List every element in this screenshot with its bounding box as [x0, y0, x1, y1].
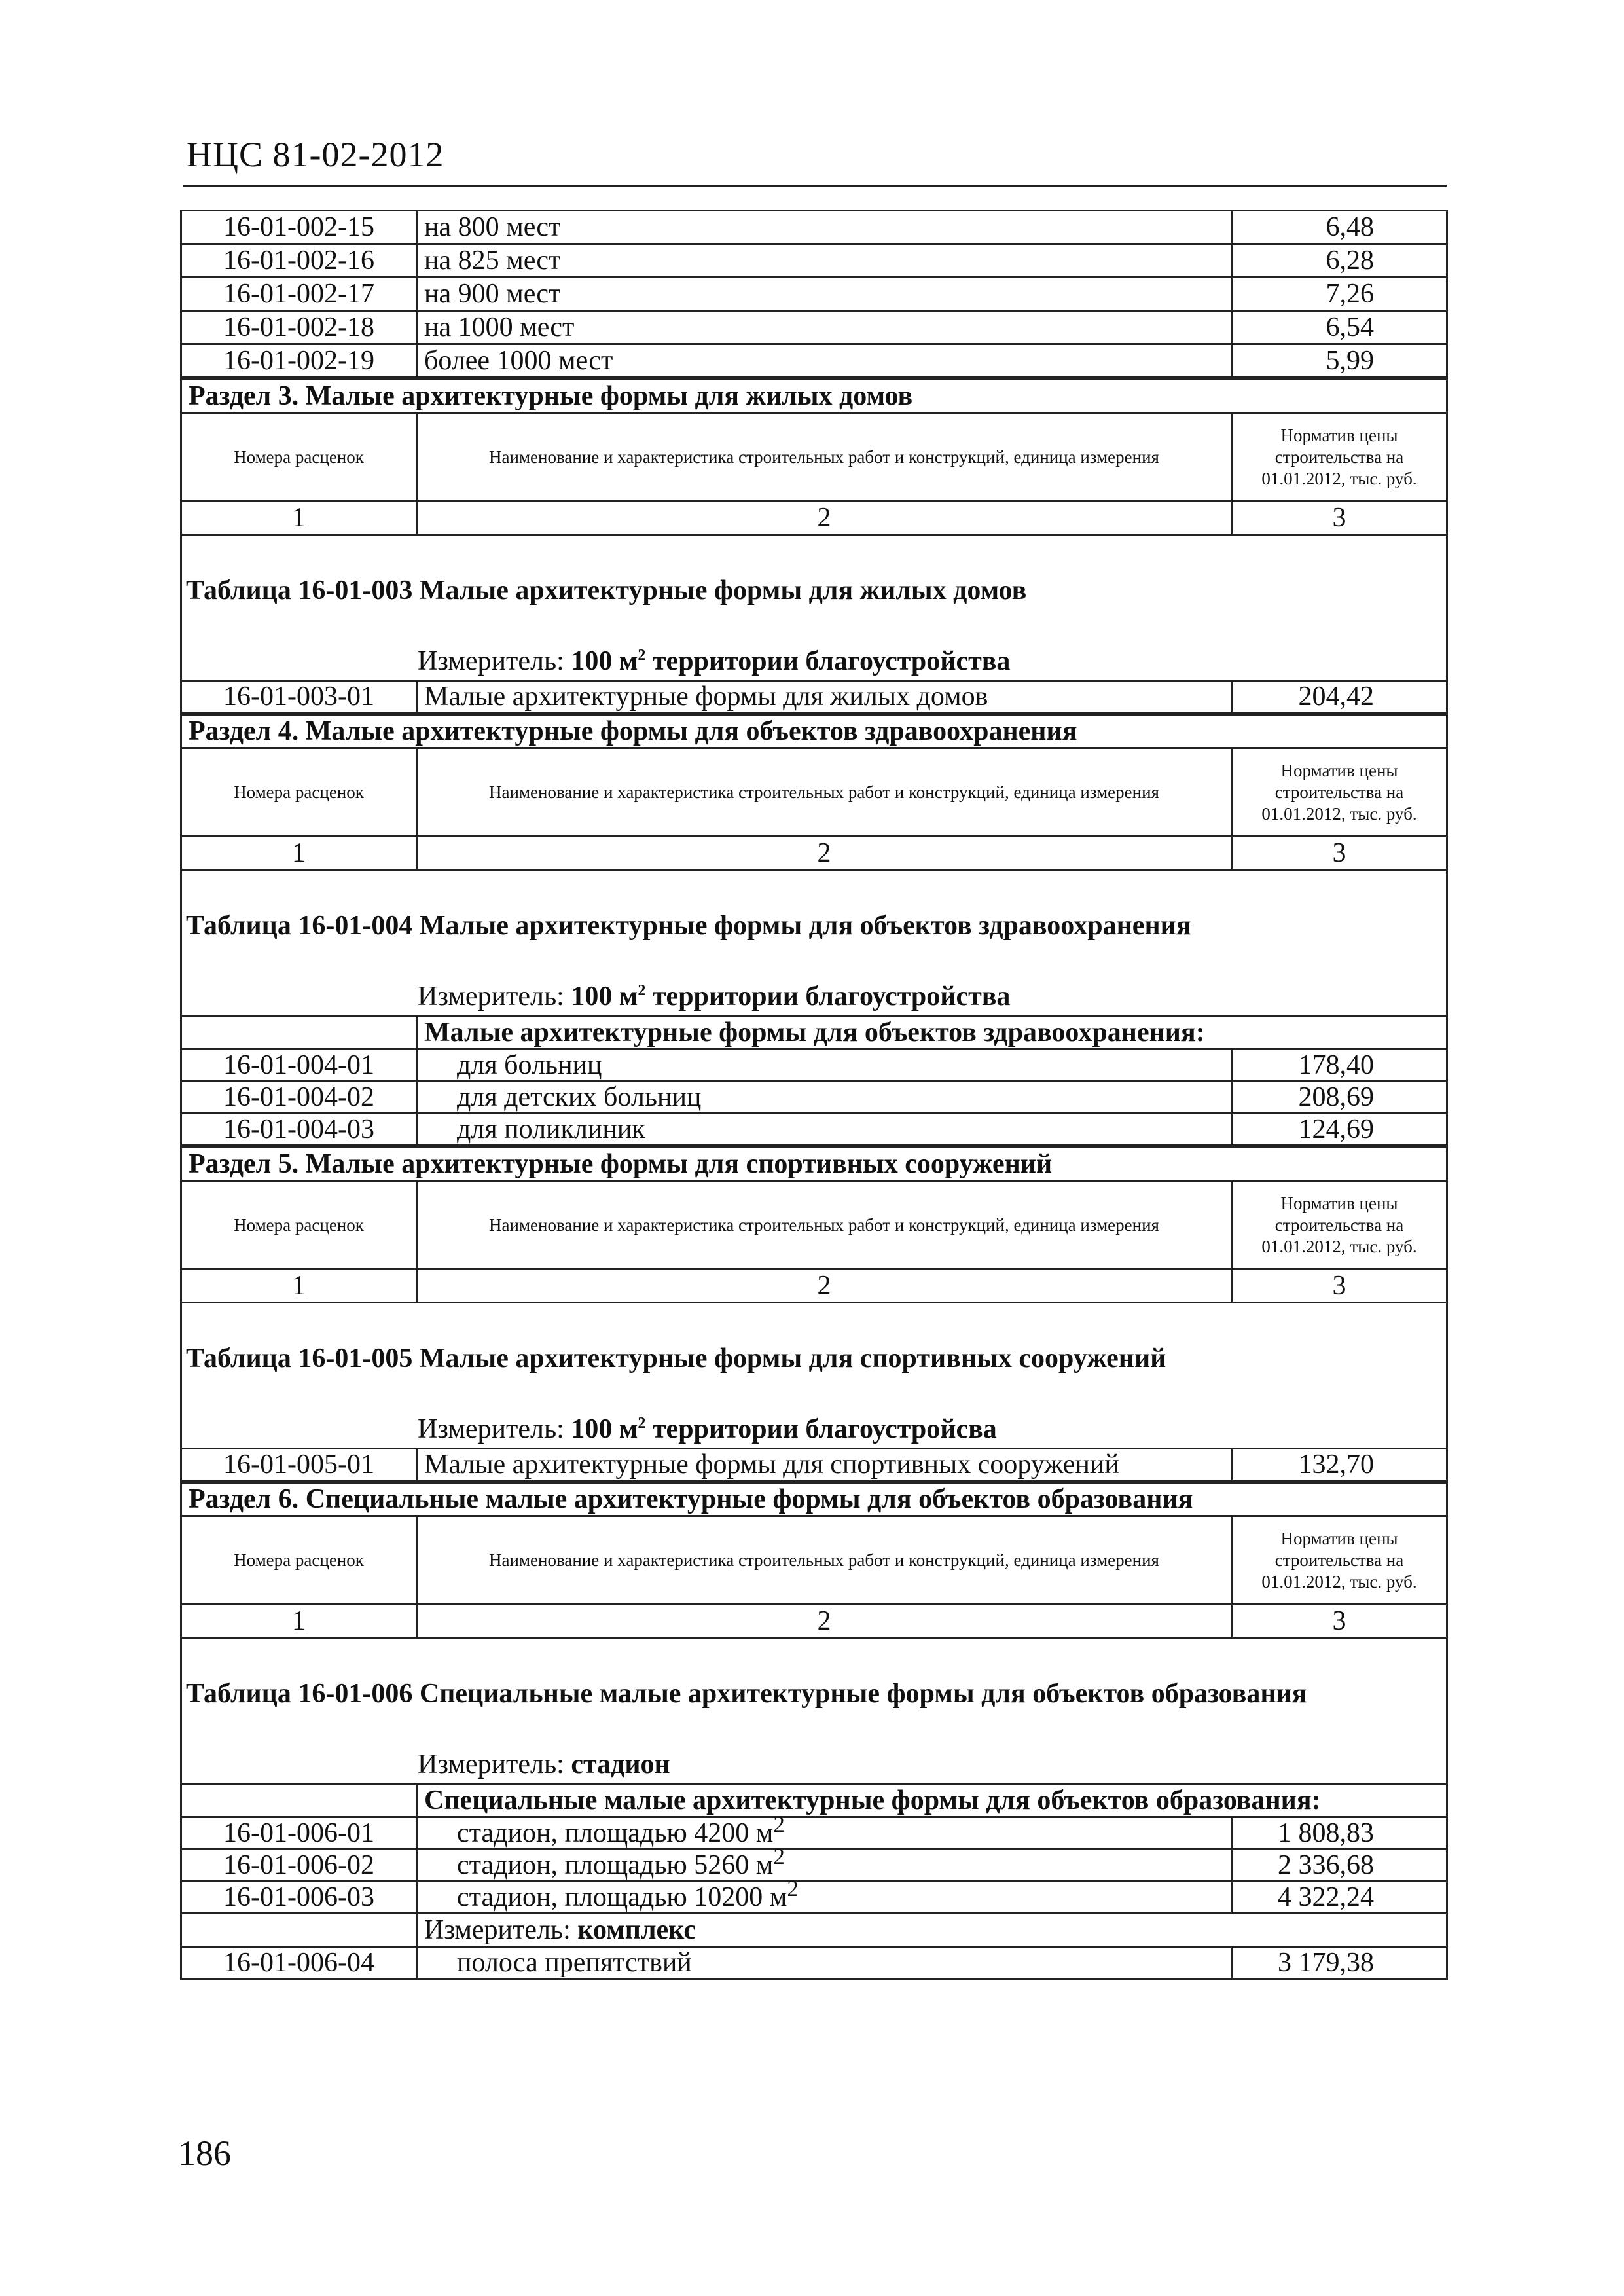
rate-name: стадион, площадью 5260 $м^2$ [417, 1850, 1232, 1882]
table-heading-block [181, 1638, 1447, 1784]
section-table [180, 714, 1448, 1146]
section-table [180, 1146, 1448, 1482]
table-title: Таблица 16-01-006 Специальные малые архитектурные формы для объектов образования [186, 1679, 1307, 1709]
section-title: Раздел 4. Малые архитектурные формы для объектов здравоохранения [181, 715, 1447, 748]
column-number: 3 [1232, 837, 1447, 870]
column-header-name: Наименование и характеристика строительных работ и конструкций, единица измерения [417, 1516, 1232, 1605]
section-title: Раздел 6. Специальные малые архитектурные формы для объектов образования [181, 1483, 1447, 1516]
rate-name: более 1000 мест [417, 344, 1232, 378]
rate-name: Малые архитектурные формы для жилых домов [417, 681, 1232, 713]
rate-value: 4 322,24 [1232, 1882, 1447, 1914]
column-header-name: Наименование и характеристика строительных работ и конструкций, единица измерения [417, 1181, 1232, 1269]
unit-line [182, 941, 1446, 1012]
unit-label: Измеритель: [418, 1414, 571, 1444]
column-header-price: Норматив цены строительства на 01.01.2012, тыс. руб. [1232, 413, 1447, 501]
rate-value: 204,42 [1232, 681, 1447, 713]
group-subheading: Малые архитектурные формы для объектов здравоохранения: [417, 1016, 1447, 1049]
rate-code: 16-01-006-04 [181, 1947, 417, 1979]
column-number: 2 [417, 1269, 1232, 1303]
rate-name: полоса препятствий [417, 1947, 1232, 1979]
rate-code: 16-01-005-01 [181, 1449, 417, 1481]
rate-name: для детских больниц [417, 1082, 1232, 1114]
unit-line [182, 606, 1446, 677]
rate-value: 1 808,83 [1232, 1817, 1447, 1850]
table-title: Таблица 16-01-003 Малые архитектурные формы для жилых домов [186, 575, 1027, 606]
column-header-price: Норматив цены строительства на 01.01.2012, тыс. руб. [1232, 1516, 1447, 1605]
rate-value: 132,70 [1232, 1449, 1447, 1481]
rate-code: 16-01-002-16 [181, 244, 417, 278]
rate-code: 16-01-006-02 [181, 1850, 417, 1882]
rate-code: 16-01-006-01 [181, 1817, 417, 1850]
column-number: 2 [417, 837, 1232, 870]
rate-name: Малые архитектурные формы для спортивных сооружений [417, 1449, 1232, 1481]
column-number-row [181, 1605, 1447, 1638]
table-row [181, 1049, 1447, 1082]
column-header-row [181, 1181, 1447, 1269]
table-row [181, 1817, 1447, 1850]
column-header-row [181, 1516, 1447, 1605]
column-header-name: Наименование и характеристика строительных работ и конструкций, единица измерения [417, 748, 1232, 837]
column-header-codes: Номера расценок [181, 1181, 417, 1269]
continuation-table [180, 210, 1448, 378]
rate-code: 16-01-002-18 [181, 311, 417, 344]
rate-value: 6,28 [1232, 244, 1447, 278]
rate-value: 178,40 [1232, 1049, 1447, 1082]
rate-name: на 1000 мест [417, 311, 1232, 344]
column-number: 2 [417, 1605, 1232, 1638]
table-row [181, 1449, 1447, 1481]
table-row [181, 211, 1447, 244]
table-row [181, 681, 1447, 713]
unit-value: 100 $м^2$ территории благоустройства [571, 981, 1011, 1011]
unit-line-2: Измеритель: комплекс [417, 1914, 1447, 1947]
rate-name: для поликлиник [417, 1114, 1232, 1146]
column-number: 1 [181, 1605, 417, 1638]
column-number-row [181, 501, 1447, 535]
column-number-row [181, 837, 1447, 870]
header-rule [183, 185, 1447, 187]
document-header: НЦС 81-02-2012 [187, 135, 444, 174]
table-row [181, 1082, 1447, 1114]
table-row [181, 1114, 1447, 1146]
column-number: 2 [417, 501, 1232, 535]
table-title: Таблица 16-01-004 Малые архитектурные формы для объектов здравоохранения [186, 911, 1191, 941]
rate-value: 6,48 [1232, 211, 1447, 244]
unit-label: Измеритель: [418, 646, 571, 676]
rate-value: 5,99 [1232, 344, 1447, 378]
table-row [181, 344, 1447, 378]
unit-line [182, 1709, 1446, 1780]
table-heading-block [181, 870, 1447, 1016]
column-header-codes: Номера расценок [181, 413, 417, 501]
rate-value: 208,69 [1232, 1082, 1447, 1114]
table-row [181, 1882, 1447, 1914]
rate-value: 2 336,68 [1232, 1850, 1447, 1882]
rate-name: стадион, площадью 4200 $м^2$ [417, 1817, 1232, 1850]
table-row [181, 278, 1447, 311]
unit-label: Измеритель: [418, 981, 571, 1011]
section-title: Раздел 3. Малые архитектурные формы для жилых домов [181, 380, 1447, 413]
rate-code: 16-01-002-15 [181, 211, 417, 244]
column-header-row [181, 413, 1447, 501]
column-header-codes: Номера расценок [181, 1516, 417, 1605]
table-heading-block [181, 1303, 1447, 1449]
table-row [181, 311, 1447, 344]
table-row [181, 244, 1447, 278]
unit-value: 100 $м^2$ территории благоустройства [571, 646, 1011, 676]
column-header-row [181, 748, 1447, 837]
column-header-price: Норматив цены строительства на 01.01.2012, тыс. руб. [1232, 748, 1447, 837]
rate-code: 16-01-006-03 [181, 1882, 417, 1914]
table-heading-block [181, 535, 1447, 681]
column-number: 3 [1232, 1269, 1447, 1303]
column-header-name: Наименование и характеристика строительных работ и конструкций, единица измерения [417, 413, 1232, 501]
rate-code: 16-01-002-17 [181, 278, 417, 311]
rate-name: стадион, площадью 10200 $м^2$ [417, 1882, 1232, 1914]
rate-value: 3 179,38 [1232, 1947, 1447, 1979]
group-subheading: Специальные малые архитектурные формы для объектов образования: [417, 1784, 1447, 1817]
rate-code: 16-01-004-02 [181, 1082, 417, 1114]
unit-value: 100 $м^2$ территории благоустройсва [571, 1414, 997, 1444]
column-number: 3 [1232, 1605, 1447, 1638]
rate-value: 124,69 [1232, 1114, 1447, 1146]
table-row [181, 1850, 1447, 1882]
rate-code: 16-01-004-03 [181, 1114, 417, 1146]
column-number: 1 [181, 837, 417, 870]
column-header-price: Норматив цены строительства на 01.01.2012, тыс. руб. [1232, 1181, 1447, 1269]
section-title: Раздел 5. Малые архитектурные формы для спортивных сооружений [181, 1148, 1447, 1181]
rate-code: 16-01-002-19 [181, 344, 417, 378]
section-table [180, 1482, 1448, 1980]
unit-label: Измеритель: [418, 1749, 571, 1779]
rate-value: 7,26 [1232, 278, 1447, 311]
column-number: 1 [181, 501, 417, 535]
rate-code: 16-01-004-01 [181, 1049, 417, 1082]
rate-code: 16-01-003-01 [181, 681, 417, 713]
column-header-codes: Номера расценок [181, 748, 417, 837]
rate-value: 6,54 [1232, 311, 1447, 344]
rate-name: на 825 мест [417, 244, 1232, 278]
column-number-row [181, 1269, 1447, 1303]
table-row [181, 1947, 1447, 1979]
column-number: 1 [181, 1269, 417, 1303]
rate-name: на 800 мест [417, 211, 1232, 244]
unit-line [182, 1374, 1446, 1445]
rate-name: для больниц [417, 1049, 1232, 1082]
document-body [180, 210, 1446, 1980]
table-title: Таблица 16-01-005 Малые архитектурные формы для спортивных сооружений [186, 1343, 1166, 1374]
rate-name: на 900 мест [417, 278, 1232, 311]
unit-value: стадион [571, 1749, 670, 1779]
section-table [180, 378, 1448, 714]
column-number: 3 [1232, 501, 1447, 535]
page-number: 186 [178, 2134, 231, 2173]
